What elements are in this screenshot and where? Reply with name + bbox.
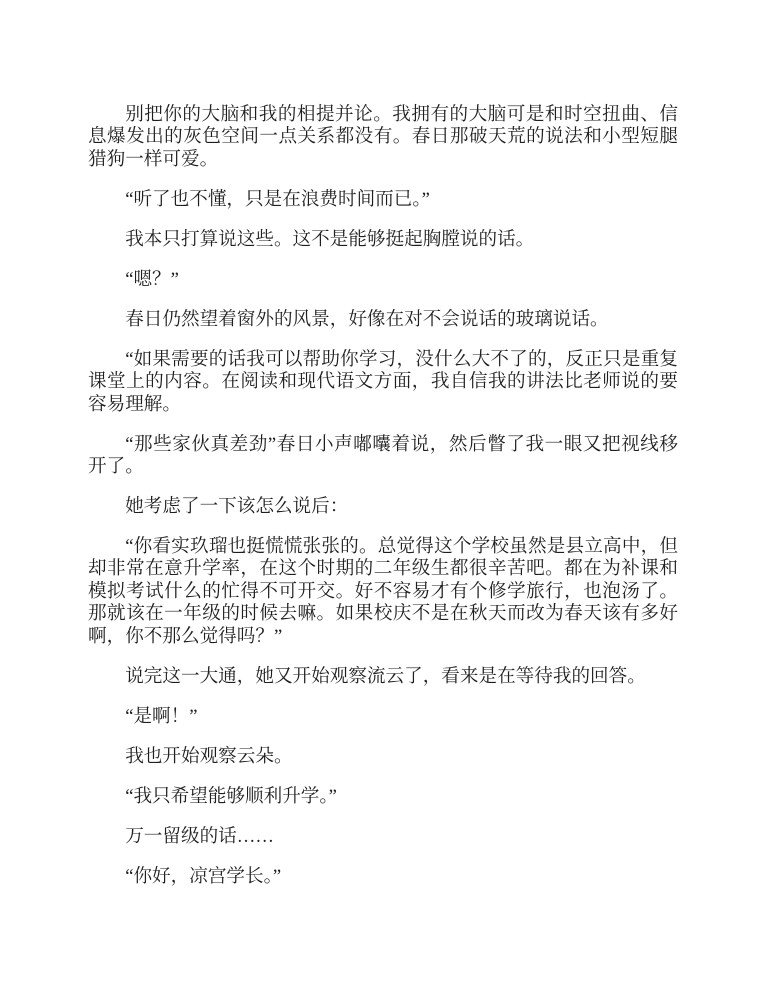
paragraph: 我也开始观察云朵。 (125, 745, 293, 767)
paragraph: “你看实玖瑠也挺慌慌张张的。总觉得这个学校虽然是县立高中，但却非常在意升学率，在这个时期的二年级生都很辛苦吧。都在为补课和模拟考试什么的忙得不可开交。好不容易才有个修学旅行，也泡汤了。那就该在一年级的时候去嘛。如果校庆不是在秋天而改为春天该有多好啊，你不那么觉得吗？” (88, 536, 678, 647)
paragraph: “是啊！” (125, 705, 198, 727)
paragraph: “你好，凉宫学长。” (125, 865, 282, 887)
paragraph: 说完这一大通，她又开始观察流云了，看来是在等待我的回答。 (125, 665, 646, 687)
paragraph: “听了也不懂，只是在浪费时间而已。” (125, 188, 430, 210)
paragraph: 别把你的大脑和我的相提并论。我拥有的大脑可是和时空扭曲、信息爆发出的灰色空间一点关系都没有。春日那破天荒的说法和小型短腿猎狗一样可爱。 (88, 104, 678, 170)
paragraph: “我只希望能够顺利升学。” (125, 785, 337, 807)
paragraph: “那些家伙真差劲”春日小声嘟囔着说，然后瞥了我一眼又把视线移开了。 (88, 433, 678, 478)
paragraph: 万一留级的话…… (125, 825, 274, 847)
paragraph: 我本只打算说这些。这不是能够挺起胸膛说的话。 (125, 228, 535, 250)
paragraph: “嗯？” (125, 268, 179, 290)
paragraph: “如果需要的话我可以帮助你学习，没什么大不了的，反正只是重复课堂上的内容。在阅读和现代语文方面，我自信我的讲法比老师说的要容易理解。 (88, 348, 678, 415)
text-column (88, 104, 678, 888)
paragraph: 她考虑了一下该怎么说后： (125, 496, 349, 518)
paragraph: 春日仍然望着窗外的风景，好像在对不会说话的玻璃说话。 (125, 308, 609, 330)
